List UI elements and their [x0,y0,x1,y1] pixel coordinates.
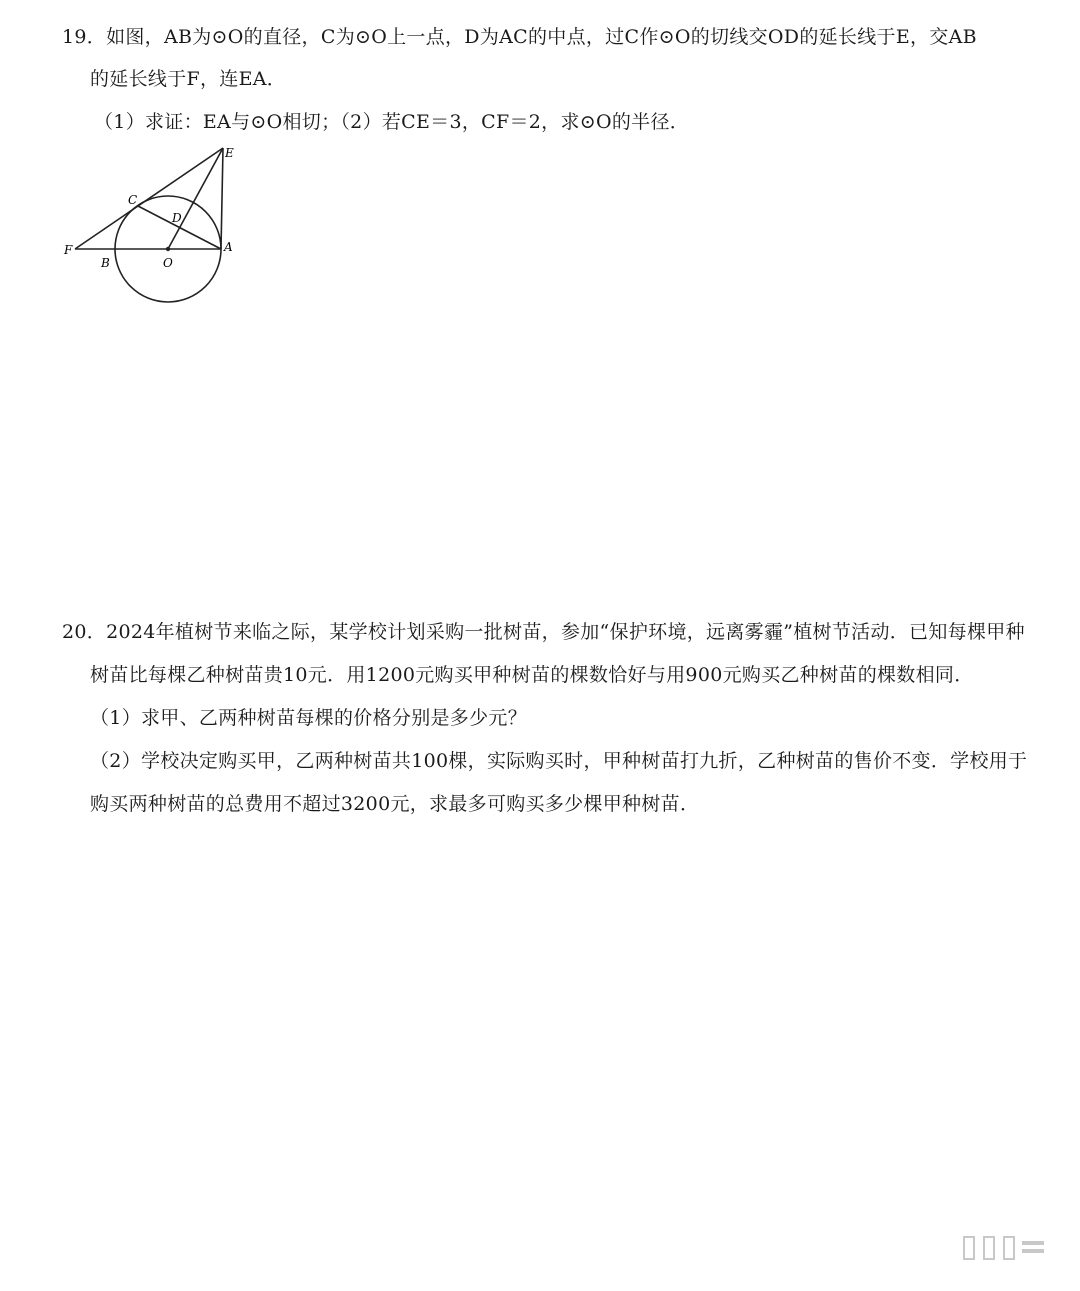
label-a: A [224,240,233,254]
label-b: B [101,256,110,270]
line-ea [221,148,223,249]
point-o [166,247,170,251]
q20-subquestion-2: （2）学校决定购买甲，乙两种树苗共100棵，实际购买时，甲种树苗打九折，乙种树苗的售价不变．学校用于 [90,750,1028,772]
line-fe [75,148,223,249]
q19-subquestions: （1）求证：EA与⊙O相切；（2）若CE＝3，CF＝2，求⊙O的半径． [94,111,690,133]
label-o: O [163,256,173,270]
q20-line-2: 树苗比每棵乙种树苗贵10元．用1200元购买甲种树苗的棵数恰好与用900元购买乙种树苗的棵数相同． [90,664,974,686]
label-f: F [64,243,73,257]
line-oe [168,148,223,249]
q20-subquestion-1: （1）求甲、乙两种树苗每棵的价格分别是多少元？ [90,707,527,729]
label-c: C [128,193,138,207]
watermark-logo [904,1235,1054,1261]
geometry-figure [58,140,248,310]
q20-line-5: 购买两种树苗的总费用不超过3200元，求最多可购买多少棵甲种树苗． [90,793,700,815]
label-d: D [172,211,182,225]
q20-line-1: 20．2024年植树节来临之际，某学校计划采购一批树苗，参加“保护环境，远离雾霾”植树节活动．已知每棵甲种 [62,621,1025,643]
q19-line-1: 19．如图，AB为⊙O的直径，C为⊙O上一点，D为AC的中点，过C作⊙O的切线交OD的延长线于E，交AB [62,26,977,48]
q19-line-2: 的延长线于F，连EA． [90,68,287,90]
label-e: E [225,146,234,160]
